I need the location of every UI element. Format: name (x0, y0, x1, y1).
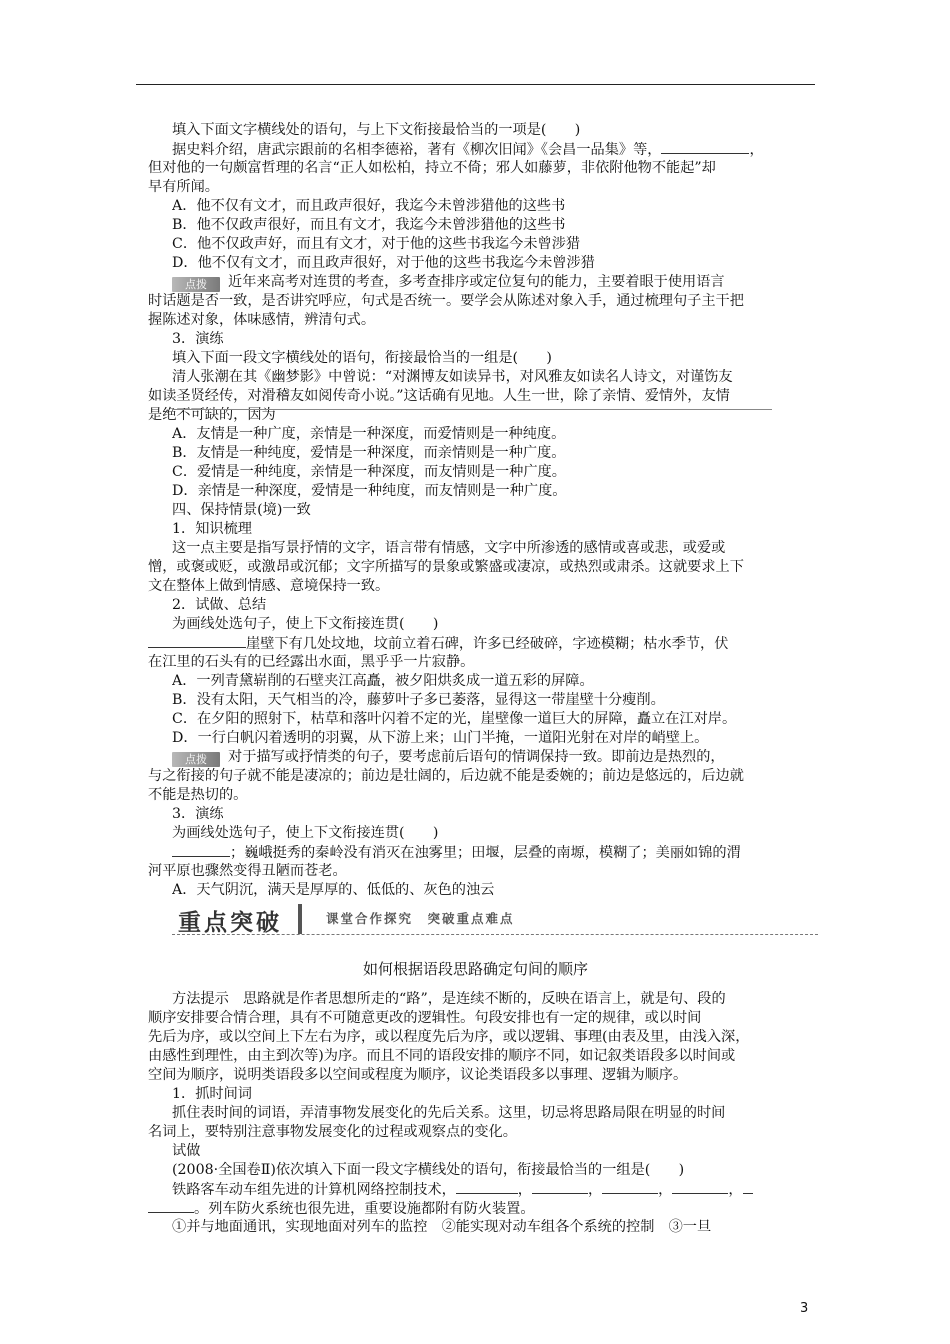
question-stem: 为画线处选句子，使上下文衔接连贯( ) (172, 825, 439, 841)
option-d: D．他不仅有文才，而且政声很好，对于他的这些书我迄今未曾涉猎 (172, 255, 595, 271)
text-line: 与之衔接的句子就不能是凄凉的；前边是壮阔的，后边就不能是委婉的；前边是悠远的，后边就 (148, 768, 744, 784)
text-line: 空间为顺序，说明类语段多以空间或程度为顺序，议论类语段多以事理、逻辑为顺序。 (148, 1067, 688, 1083)
tip-line: 点拨 对于描写或抒情类的句子，要考虑前后语句的情调保持一致。即前边是热烈的， (172, 748, 828, 767)
text-line: 顺序安排要合情合理，具有不可随意更改的逻辑性。句段安排也有一定的规律，或以时间 (148, 1010, 702, 1026)
option-d: D．亲情是一种深度，爱情是一种纯度，而友情则是一种广度。 (172, 483, 567, 499)
text-line: 据史料介绍，唐武宗跟前的名相李德裕，著有《柳次旧闻》《会昌一品集》等， ， (172, 142, 764, 158)
text-line: 早有所闻。 (148, 179, 219, 195)
section-heading: 四、保持情景(境)一致 (172, 502, 311, 518)
option-a: A．一列青黛崭削的石壁夹江高矗，被夕阳烘炙成一道五彩的屏障。 (172, 673, 594, 689)
text-line: 河平原也骤然变得丑陋而苍老。 (148, 863, 347, 879)
fill-blank (602, 1180, 658, 1194)
tip-tag: 点拨 (172, 752, 220, 767)
option-d: D．一行白帆闪着透明的羽翼，从下游上来；山门半掩，一道阳光射在对岸的峭壁上。 (172, 730, 709, 746)
text-line: ①并与地面通讯，实现地面对列车的监控 ②能实现对动车组各个系统的控制 ③一旦 (172, 1219, 712, 1235)
fill-blank (743, 1180, 753, 1194)
text-line: 这一点主要是指写景抒情的文字，语言带有情感，文字中所渗透的感情或喜或悲，或爱或 (172, 540, 726, 556)
section-heading: 2．试做、总结 (172, 597, 267, 613)
text-line: 在江里的石头有的已经露出水面，黑乎乎一片寂静。 (148, 654, 475, 670)
section-title: 如何根据语段思路确定句间的顺序 (362, 960, 588, 978)
text-line: 憎，或褒或贬，或激昂或沉郁；文字所描写的景象或繁盛或凄凉，或热烈或肃杀。这就要求上下 (148, 559, 744, 575)
text-line: 方法提示 思路就是作者思想所走的“路”，是连续不断的，反映在语言上，就是句、段的 (172, 991, 726, 1007)
text-line: 不能是热切的。 (148, 787, 248, 803)
text-line: 由感性到理性，由主到次等)为序。而且不同的语段安排的顺序不同，如记叙类语段多以时间或 (148, 1048, 736, 1064)
question-stem: 为画线处选句子，使上下文衔接连贯( ) (172, 616, 439, 632)
answer-line (172, 409, 772, 410)
text-line: 。列车防火系统也很先进，重要设施都附有防火装置。 (148, 1199, 828, 1218)
text-line: 清人张潮在其《幽梦影》中曾说：“对渊博友如读异书，对风雅友如读名人诗文，对谨饬友 (172, 369, 733, 385)
banner-subtitle: 课堂合作探究 突破重点难点 (326, 911, 515, 926)
text-line: 握陈述对象，体味感情，辨清句式。 (148, 312, 376, 328)
question-stem: 填入下面文字横线处的语句，与上下文衔接最恰当的一项是( ) (172, 122, 581, 138)
text-line: 崖壁下有几处坟地，坟前立着石碑，许多已经破碎，字迹模糊；枯水季节，伏 (148, 634, 828, 653)
text-line: 但对他的一句颇富哲理的名言“正人如松柏，持立不倚；邪人如藤萝，非依附他物不能起”却 (148, 160, 716, 176)
option-b: B．友情是一种纯度，爱情是一种深度，而亲情则是一种广度。 (172, 445, 566, 461)
option-b: B．没有太阳，天气相当的冷，藤萝叶子多已萎落，显得这一带崖壁十分瘦削。 (172, 692, 665, 708)
header-rule (136, 84, 815, 85)
option-b: B．他不仅政声很好，而且有文才，我迄今未曾涉猎他的这些书 (172, 217, 566, 233)
text-line: ；巍峨挺秀的秦岭没有消灭在浊雾里；田堰，层叠的南塬，模糊了；美丽如锦的渭 (172, 843, 828, 862)
section-heading: 1．知识梳理 (172, 521, 252, 537)
fill-blank (172, 843, 230, 857)
fill-blank (456, 1180, 518, 1194)
text-line: 如读圣贤经传，对滑稽友如阅传奇小说。”这话确有见地。人生一世，除了亲情、爱情外，友情 (148, 388, 730, 404)
text-line: 时话题是否一致，是否讲究呼应，句式是否统一。要学会从陈述对象入手，通过梳理句子主干把 (148, 293, 744, 309)
option-a: A．他不仅有文才，而且政声很好，我迄今未曾涉猎他的这些书 (172, 198, 566, 214)
banner-title: 重点突破 (178, 910, 282, 936)
text-line: 先后为序，或以空间上下左右为序，或以程度先后为序，或以逻辑、事理(由表及里，由浅入深， (148, 1029, 750, 1045)
banner-underline (172, 934, 818, 935)
text-line: 名词上，要特别注意事物发展变化的过程或观察点的变化。 (148, 1124, 517, 1140)
fill-blank (532, 1180, 588, 1194)
tip-tag: 点拨 (172, 277, 220, 292)
page-number: 3 (800, 1301, 809, 1316)
section-heading: 3．演练 (172, 806, 224, 822)
section-heading: 试做 (172, 1143, 201, 1159)
question-stem: 填入下面一段文字横线处的语句，衔接最恰当的一组是( ) (172, 350, 552, 366)
text-line: 文在整体上做到情感、意境保持一致。 (148, 578, 390, 594)
banner-divider (298, 904, 302, 934)
fill-blank (661, 140, 749, 154)
option-c: C．在夕阳的照射下，枯草和落叶闪着不定的光，崖壁像一道巨大的屏障，矗立在江对岸。 (172, 711, 737, 727)
fill-blank (148, 1199, 194, 1213)
tip-line: 点拨 近年来高考对连贯的考查，多考查排序或定位复句的能力，主要着眼于使用语言 (172, 273, 828, 292)
option-a: A．友情是一种广度，亲情是一种深度，而爱情则是一种纯度。 (172, 426, 566, 442)
text-line: 是绝不可缺的，因为 (148, 407, 276, 423)
fill-blank (672, 1180, 728, 1194)
question-stem: (2008·全国卷Ⅱ)依次填入下面一段文字横线处的语句，衔接最恰当的一组是( ) (172, 1162, 685, 1178)
section-heading: 3．演练 (172, 331, 224, 347)
text-line: 铁路客车动车组先进的计算机网络控制技术， ， ， ， ， (172, 1180, 828, 1199)
text-line: 抓住表时间的词语，弄清事物发展变化的先后关系。这里，切忌将思路局限在明显的时间 (172, 1105, 726, 1121)
fill-blank (148, 634, 246, 648)
option-c: C．爱情是一种纯度，亲情是一种深度，而友情则是一种广度。 (172, 464, 566, 480)
option-c: C．他不仅政声好，而且有文才，对于他的这些书我迄今未曾涉猎 (172, 236, 581, 252)
option-a: A．天气阴沉，满天是厚厚的、低低的、灰色的浊云 (172, 882, 495, 898)
section-heading: 1．抓时间词 (172, 1086, 252, 1102)
section-banner (172, 902, 818, 938)
